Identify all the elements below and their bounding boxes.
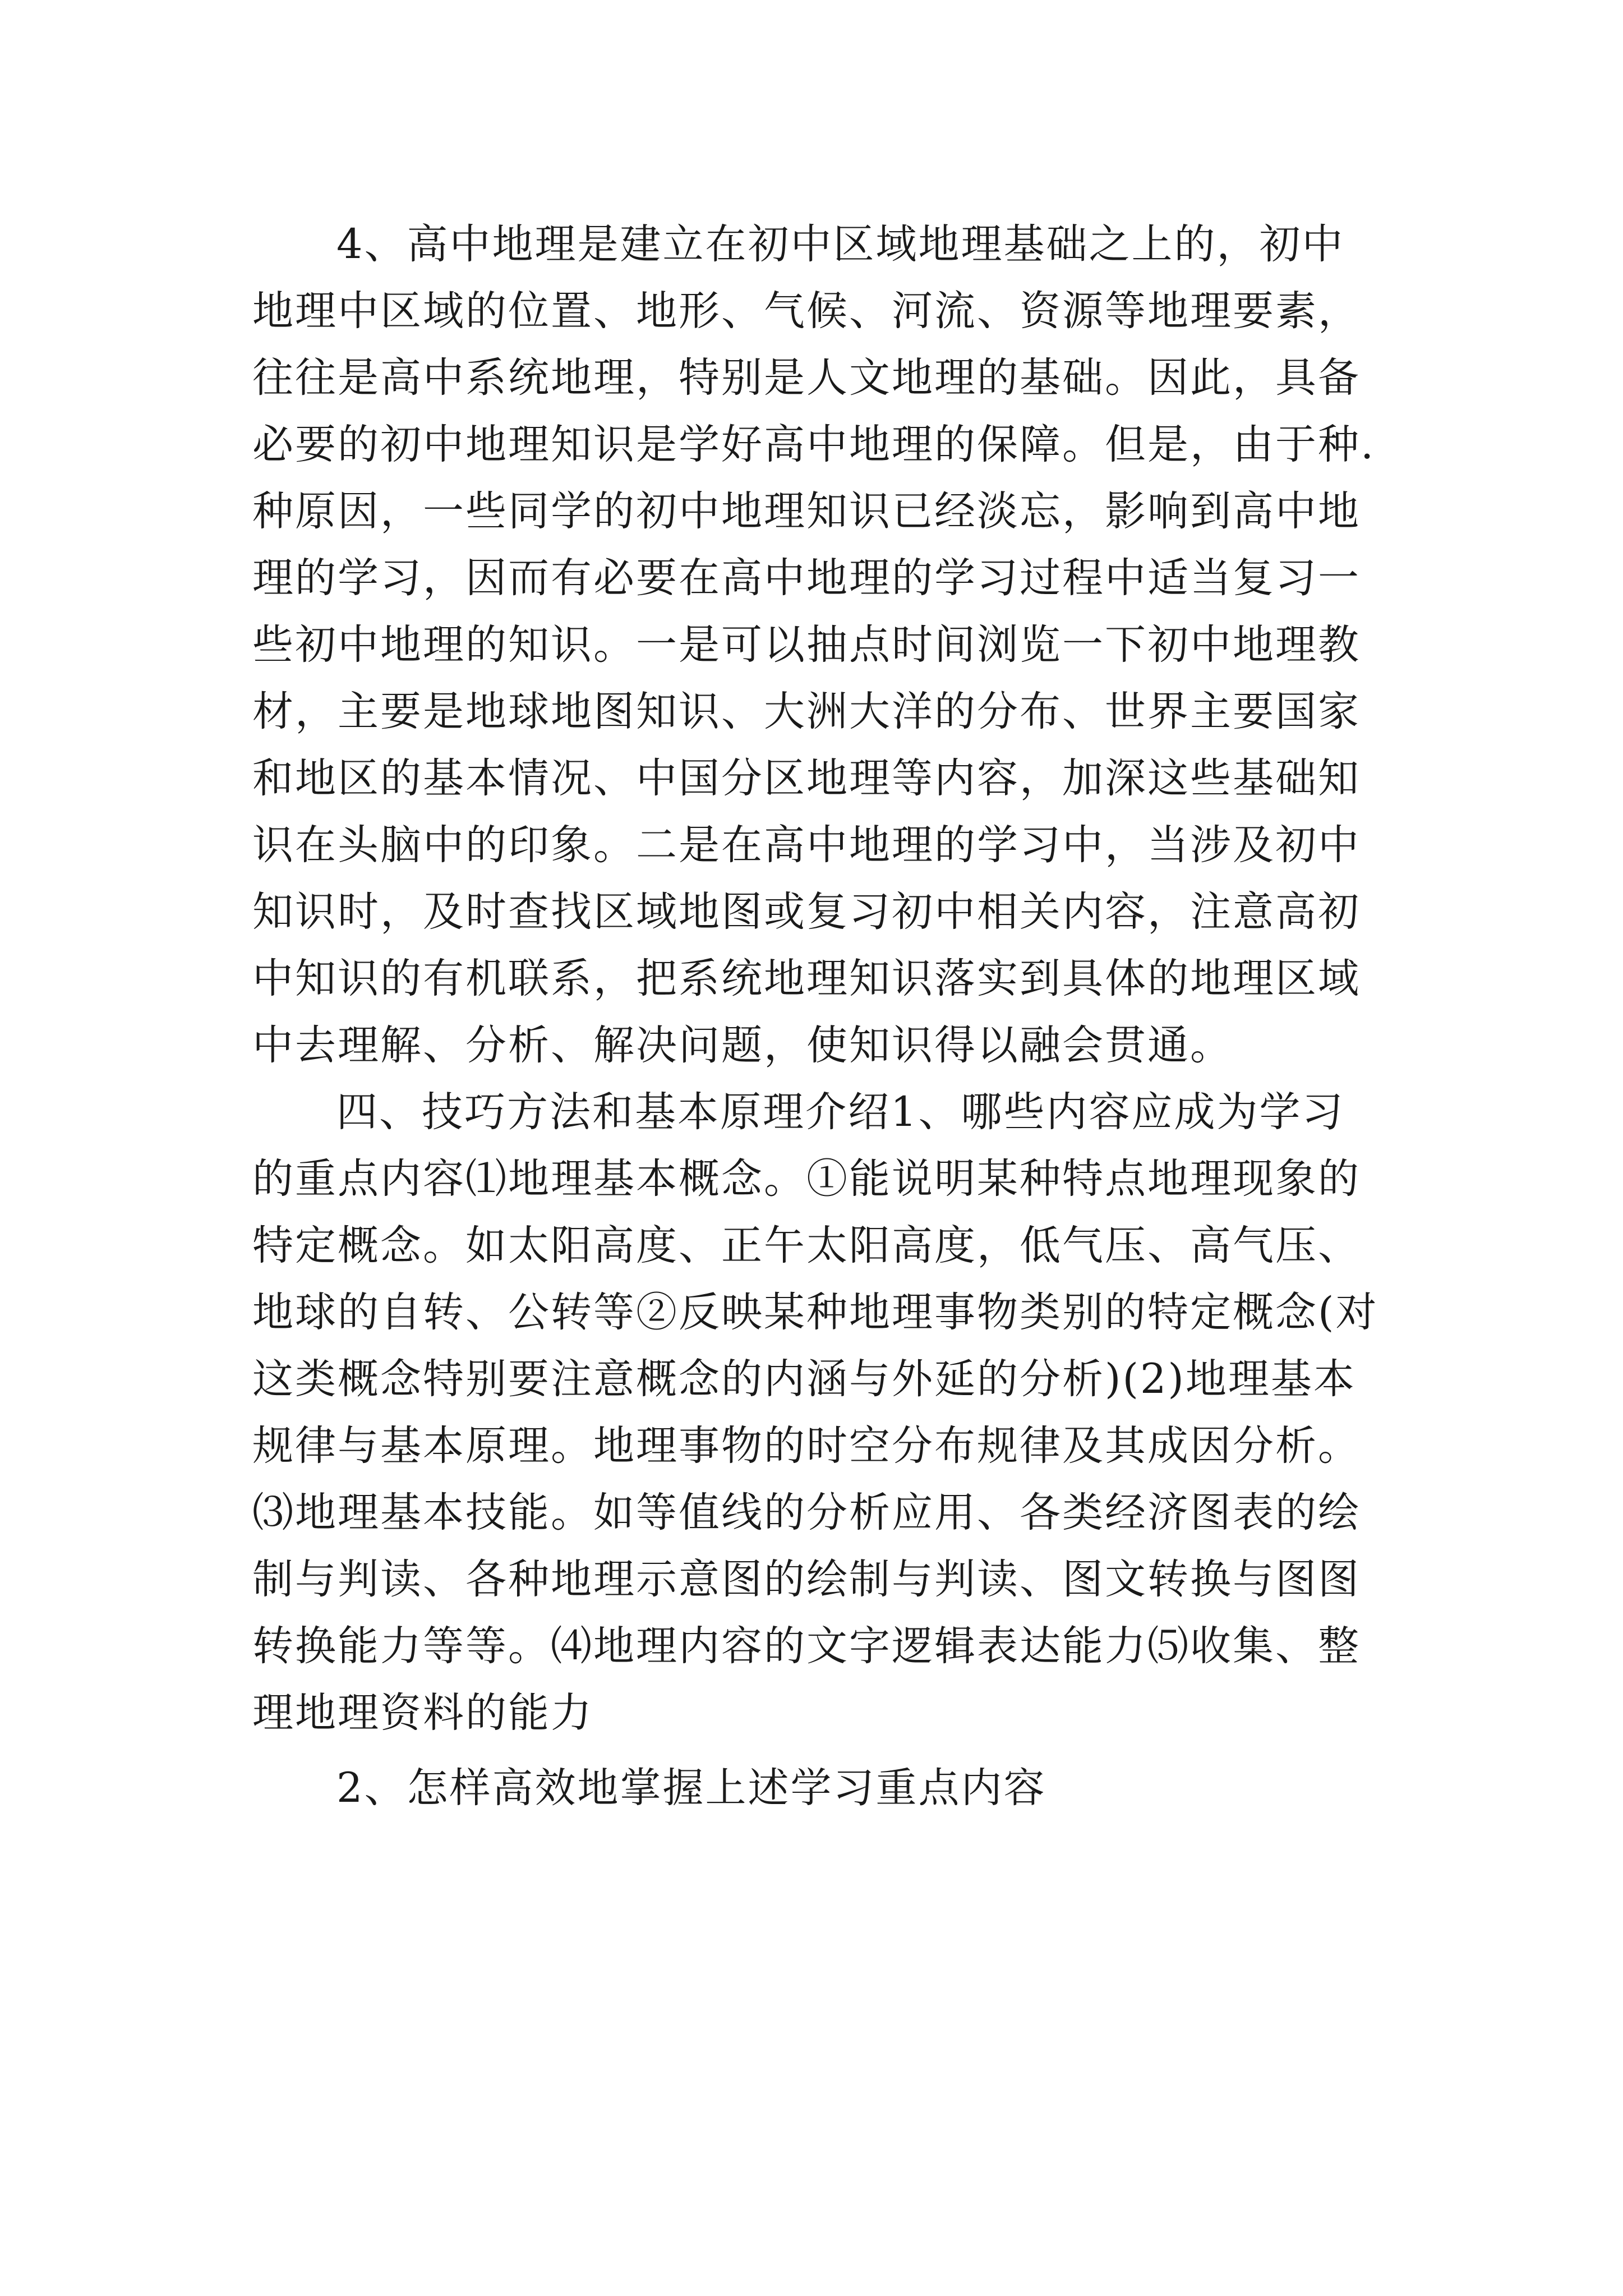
paragraph-line: 种原因，一些同学的初中地理知识已经淡忘，影响到高中地 [252,487,1361,535]
paragraph-line: 制与判读、各种地理示意图的绘制与判读、图文转换与图图 [252,1556,1361,1603]
paragraph-line: 必要的初中地理知识是学好高中地理的保障。但是，由于种. [252,421,1376,468]
paragraph-line: 地球的自转、公转等②反映某种地理事物类别的特定概念(对 [252,1289,1378,1336]
paragraph-line: 四、技巧方法和基本原理介绍1、哪些内容应成为学习 [336,1088,1345,1136]
paragraph-line: 规律与基本原理。地理事物的时空分布规律及其成因分析。 [252,1422,1361,1470]
paragraph-line: 特定概念。如太阳高度、正午太阳高度，低气压、高气压、 [252,1222,1361,1269]
paragraph-line: 中知识的有机联系，把系统地理知识落实到具体的地理区域 [252,955,1361,1002]
paragraph-line: 理地理资料的能力 [252,1689,593,1737]
paragraph-line: 往往是高中系统地理，特别是人文地理的基础。因此，具备 [252,354,1361,402]
paragraph-line: 和地区的基本情况、中国分区地理等内容，加深这些基础知 [252,754,1361,802]
paragraph-line: 识在头脑中的印象。二是在高中地理的学习中，当涉及初中 [252,821,1361,869]
paragraph-line: 地理中区域的位置、地形、气候、河流、资源等地理要素， [252,287,1361,335]
paragraph-line: ⑶地理基本技能。如等值线的分析应用、各类经济图表的绘 [252,1489,1361,1536]
paragraph-line: 2、怎样高效地掌握上述学习重点内容 [336,1764,1046,1812]
paragraph-line: 材，主要是地球地图知识、大洲大洋的分布、世界主要国家 [252,688,1361,735]
paragraph-line: 知识时，及时查找区域地图或复习初中相关内容，注意高初 [252,888,1361,936]
paragraph-line: 中去理解、分析、解决问题，使知识得以融会贯通。 [252,1022,1233,1069]
paragraph-line: 的重点内容⑴地理基本概念。①能说明某种特点地理现象的 [252,1155,1361,1203]
paragraph-line: 4、高中地理是建立在初中区域地理基础之上的，初中 [336,220,1345,268]
paragraph-line: 理的学习，因而有必要在高中地理的学习过程中适当复习一 [252,554,1361,602]
paragraph-line: 些初中地理的知识。一是可以抽点时间浏览一下初中地理教 [252,621,1361,669]
paragraph-line: 转换能力等等。⑷地理内容的文字逻辑表达能力⑸收集、整 [252,1622,1361,1670]
paragraph-line: 这类概念特别要注意概念的内涵与外延的分析)(2)地理基本 [252,1355,1356,1403]
